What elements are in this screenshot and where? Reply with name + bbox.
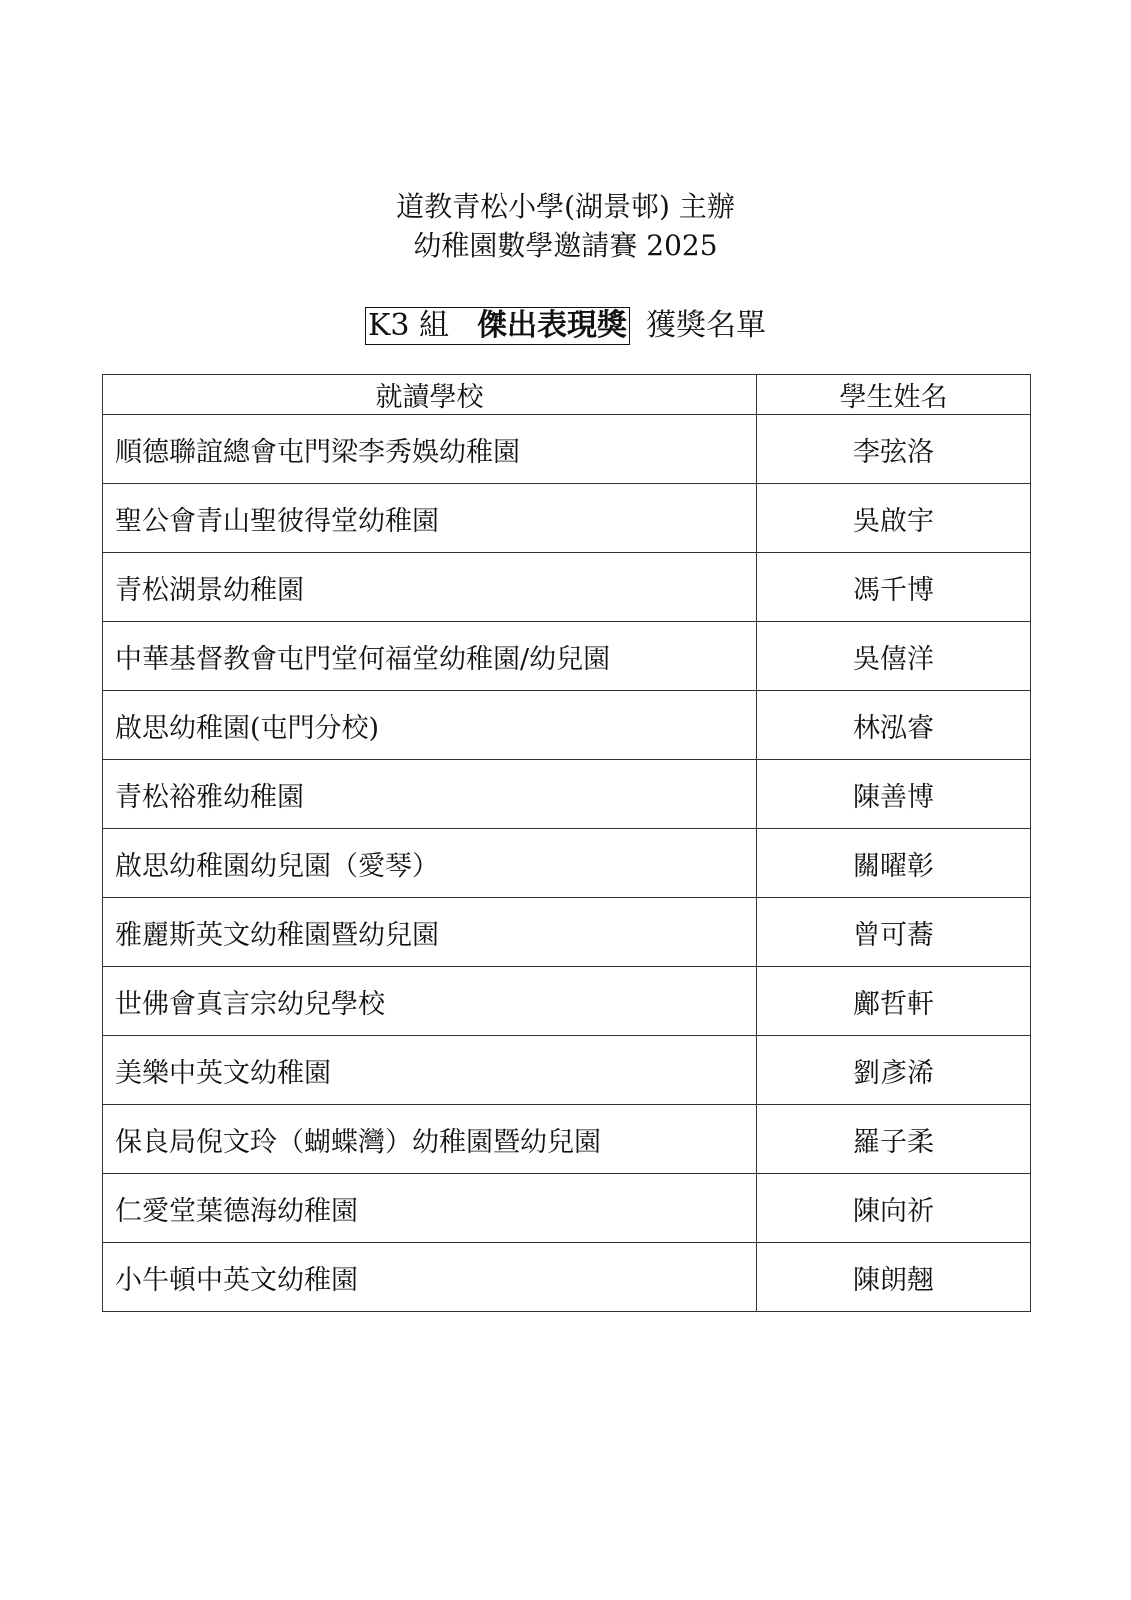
school-cell: 中華基督教會屯門堂何福堂幼稚園/幼兒園 — [103, 622, 757, 691]
award-group: K3 組 — [367, 308, 450, 343]
table-row — [103, 1105, 1031, 1174]
school-cell: 啟思幼稚園幼兒園（愛琴） — [103, 829, 757, 898]
event-heading: 幼稚園數學邀請賽 2025 — [413, 229, 718, 262]
table-row — [103, 1174, 1031, 1243]
school-cell: 順德聯誼總會屯門梁李秀娛幼稚園 — [103, 415, 757, 484]
award-name: 傑出表現獎 — [477, 308, 628, 343]
table-row — [103, 415, 1031, 484]
student-cell: 劉彥浠 — [757, 1036, 1031, 1105]
school-cell: 雅麗斯英文幼稚園暨幼兒園 — [103, 898, 757, 967]
student-cell: 鄺哲軒 — [757, 967, 1031, 1036]
student-cell: 馮千博 — [757, 553, 1031, 622]
school-cell: 仁愛堂葉德海幼稚園 — [103, 1174, 757, 1243]
student-cell: 李弦洛 — [757, 415, 1031, 484]
student-cell: 林泓睿 — [757, 691, 1031, 760]
column-header-student: 學生姓名 — [757, 375, 1031, 415]
table-row — [103, 553, 1031, 622]
school-cell: 小牛頓中英文幼稚園 — [103, 1243, 757, 1312]
table-row — [103, 1243, 1031, 1312]
table-row — [103, 967, 1031, 1036]
student-cell: 陳善博 — [757, 760, 1031, 829]
school-cell: 美樂中英文幼稚園 — [103, 1036, 757, 1105]
award-title — [0, 305, 1131, 346]
school-cell: 聖公會青山聖彼得堂幼稚園 — [103, 484, 757, 553]
table-row — [103, 1036, 1031, 1105]
table-header-row — [103, 375, 1031, 415]
table-row — [103, 898, 1031, 967]
organizer-heading: 道教青松小學(湖景邨) 主辦 — [396, 190, 735, 223]
school-cell: 保良局倪文玲（蝴蝶灣）幼稚園暨幼兒園 — [103, 1105, 757, 1174]
student-cell: 羅子柔 — [757, 1105, 1031, 1174]
table-row — [103, 622, 1031, 691]
table-row — [103, 760, 1031, 829]
school-cell: 青松裕雅幼稚園 — [103, 760, 757, 829]
column-header-school: 就讀學校 — [103, 375, 757, 415]
student-cell: 關曜彰 — [757, 829, 1031, 898]
table-row — [103, 484, 1031, 553]
table-row — [103, 691, 1031, 760]
student-cell: 曾可蕎 — [757, 898, 1031, 967]
winners-table — [102, 374, 1031, 1312]
award-list-label: 獲獎名單 — [646, 308, 767, 343]
school-cell: 啟思幼稚園(屯門分校) — [103, 691, 757, 760]
school-cell: 青松湖景幼稚園 — [103, 553, 757, 622]
student-cell: 陳朗翹 — [757, 1243, 1031, 1312]
table-row — [103, 829, 1031, 898]
student-cell: 陳向祈 — [757, 1174, 1031, 1243]
student-cell: 吳僖洋 — [757, 622, 1031, 691]
school-cell: 世佛會真言宗幼兒學校 — [103, 967, 757, 1036]
award-title-box — [365, 307, 630, 345]
student-cell: 吳啟宇 — [757, 484, 1031, 553]
